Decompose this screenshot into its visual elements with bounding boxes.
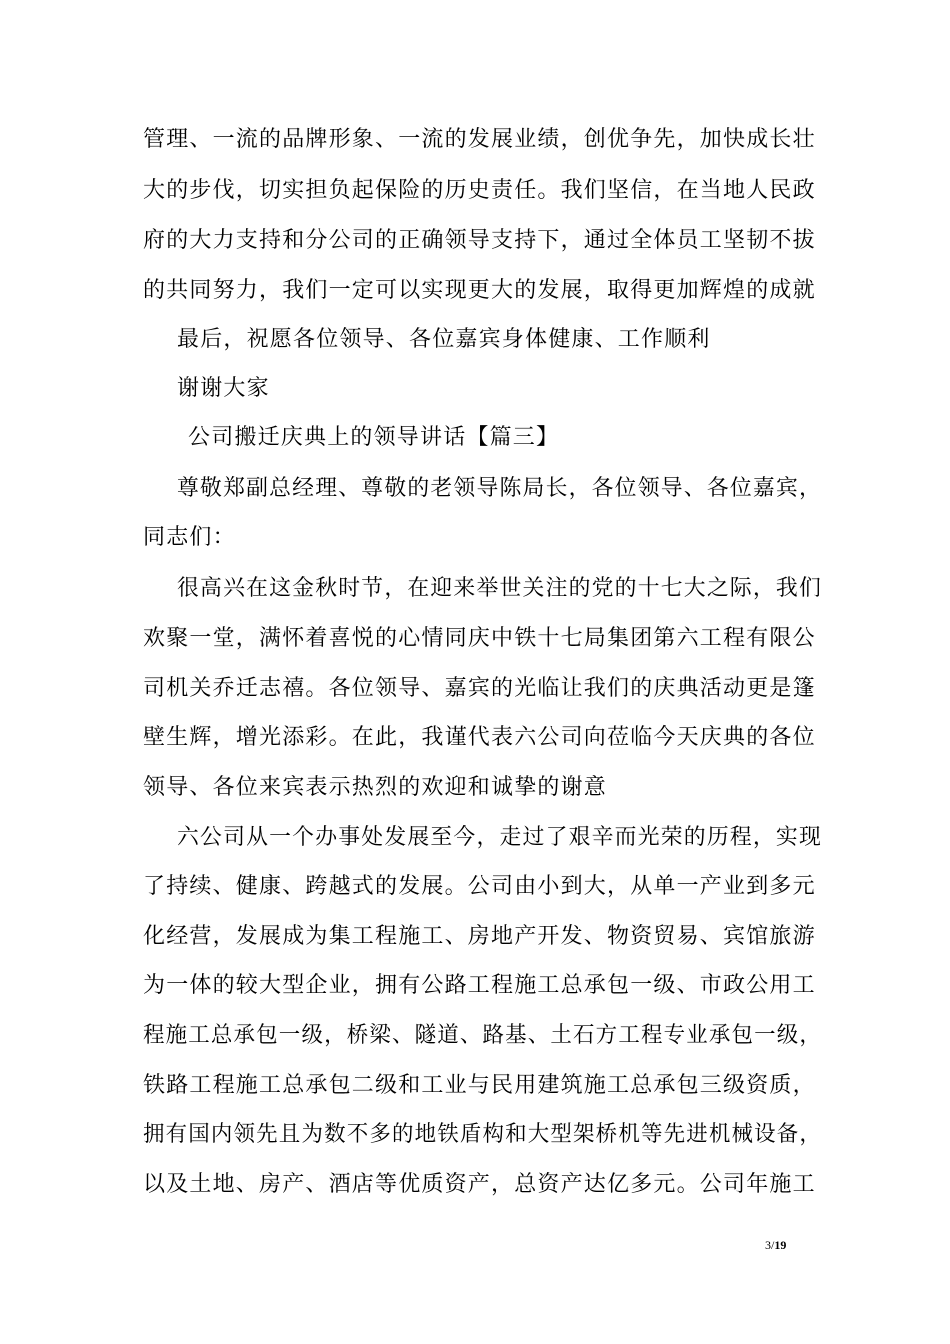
text-line: 司机关乔迁志禧。各位领导、嘉宾的光临让我们的庆典活动更是篷 — [143, 676, 816, 701]
text-line: 拥有国内领先且为数不多的地铁盾构和大型架桥机等先进机械设备， — [143, 1122, 823, 1147]
page-number-current: 3 — [765, 1238, 771, 1252]
page-number-separator: / — [771, 1238, 775, 1252]
text-line: 壁生辉，增光添彩。在此，我谨代表六公司向莅临今天庆典的各位 — [143, 725, 816, 750]
text-line: 的共同努力，我们一定可以实现更大的发展，取得更加辉煌的成就 — [143, 278, 816, 303]
text-line: 尊敬郑副总经理、尊敬的老领导陈局长，各位领导、各位嘉宾， — [177, 476, 822, 501]
text-line: 谢谢大家 — [177, 376, 270, 401]
text-line: 六公司从一个办事处发展至今，走过了艰辛而光荣的历程，实现 — [177, 825, 822, 850]
section-heading: 公司搬迁庆典上的领导讲话【篇三】 — [188, 425, 560, 450]
text-line: 很高兴在这金秋时节，在迎来举世关注的党的十七大之际，我们 — [177, 576, 822, 601]
text-line: 为一体的较大型企业，拥有公路工程施工总承包一级、市政公用工 — [143, 973, 816, 998]
text-line: 铁路工程施工总承包二级和工业与民用建筑施工总承包三级资质， — [143, 1073, 816, 1098]
text-line: 化经营，发展成为集工程施工、房地产开发、物资贸易、宾馆旅游 — [143, 924, 816, 949]
text-line: 了持续、健康、跨越式的发展。公司由小到大，从单一产业到多元 — [143, 874, 816, 899]
text-line: 同志们： — [143, 525, 236, 550]
text-line: 大的步伐，切实担负起保险的历史责任。我们坚信，在当地人民政 — [143, 178, 816, 203]
text-line: 程施工总承包一级，桥梁、隧道、路基、土石方工程专业承包一级， — [143, 1023, 823, 1048]
text-line: 以及土地、房产、酒店等优质资产，总资产达亿多元。公司年施工 — [143, 1172, 816, 1197]
page-number — [765, 1238, 786, 1252]
text-line: 欢聚一堂，满怀着喜悦的心情同庆中铁十七局集团第六工程有限公 — [143, 626, 816, 651]
text-line: 府的大力支持和分公司的正确领导支持下，通过全体员工坚韧不拔 — [143, 228, 816, 253]
text-line: 管理、一流的品牌形象、一流的发展业绩，创优争先，加快成长壮 — [143, 127, 816, 152]
text-line: 领导、各位来宾表示热烈的欢迎和诚挚的谢意 — [143, 775, 608, 800]
text-line: 最后，祝愿各位领导、各位嘉宾身体健康、工作顺利 — [177, 327, 711, 352]
page-number-total: 19 — [774, 1238, 787, 1252]
